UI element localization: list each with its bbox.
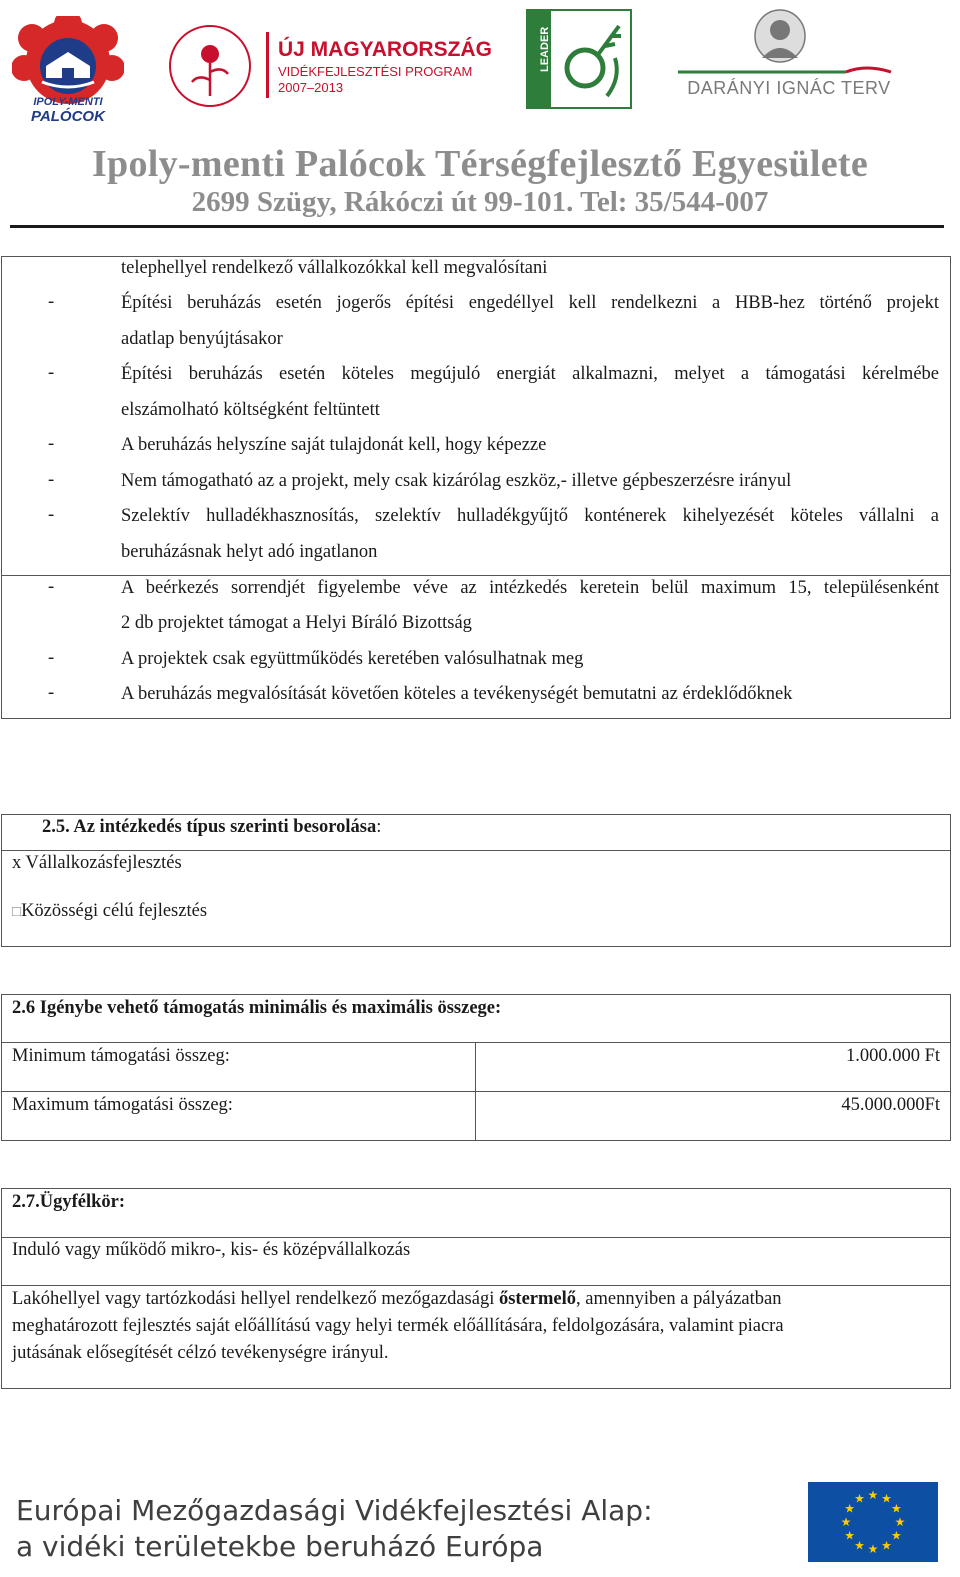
- condition-item-line: A beruházás megvalósítását követően köteles a tevékenységét bemutatni az érdeklődőknek: [121, 684, 793, 704]
- ujm-subtitle: VIDÉKFEJLESZTÉSI PROGRAM: [278, 64, 473, 79]
- bullet-dash: -: [48, 648, 55, 668]
- client-scope-divider: [1, 1237, 951, 1238]
- section-2-6-title: 2.6 Igénybe vehető támogatás minimális és maximális összege:: [12, 998, 502, 1018]
- condition-item-line: A projektek csak együttműködés keretében valósulhatnak meg: [121, 649, 584, 669]
- maximum-amount-label: Maximum támogatási összeg:: [12, 1095, 233, 1115]
- bullet-dash: -: [48, 292, 55, 312]
- ujm-title: ÚJ MAGYARORSZÁG: [278, 38, 492, 61]
- eu-star-icon: ★: [854, 1538, 865, 1553]
- client-scope-producer-line1: [12, 1288, 781, 1310]
- checkbox-empty: □: [12, 904, 22, 920]
- organization-name: Ipoly-menti Palócok Térségfejlesztő Egyesülete: [91, 143, 869, 185]
- eu-star-icon: ★: [891, 1501, 902, 1516]
- footer-line1: Európai Mezőgazdasági Vidékfejlesztési Alap:: [16, 1494, 653, 1527]
- daranyi-ignac-terv-logo: [676, 8, 902, 108]
- condition-item-line: Nem támogatható az a projekt, mely csak kizárólag eszköz,- illetve gépbeszerzésre irányul: [121, 471, 792, 491]
- client-scope-producer-post: , amennyiben a pályázatban: [576, 1289, 782, 1309]
- condition-item-line: 2 db projektet támogat a Helyi Bíráló Bizottság: [121, 613, 472, 633]
- minimum-amount-label: Minimum támogatási összeg:: [12, 1046, 230, 1066]
- option-kozossegi-celu: [12, 900, 207, 923]
- section-2-5-number: 2.5.: [42, 817, 70, 837]
- ipoly-menti-palocok-logo: [12, 16, 124, 128]
- condition-item-line: Szelektív hulladékhasznosítás, szelektív hulladékgyűjtő konténerek kihelyezését köteles vállalni a: [121, 506, 939, 526]
- condition-item-line: beruházásnak helyt adó ingatlanon: [121, 542, 378, 562]
- condition-item-line: elszámolható költségként feltüntett: [121, 400, 380, 420]
- option-kozossegi-label: Közösségi célú fejlesztés: [21, 901, 208, 921]
- client-scope-enterprises: Induló vagy működő mikro-, kis- és középvállalkozás: [12, 1240, 411, 1260]
- minimum-amount-value: 1.000.000 Ft: [845, 1046, 940, 1066]
- bullet-dash: -: [48, 363, 55, 383]
- condition-item-line: adatlap benyújtásakor: [121, 329, 283, 349]
- condition-item-line: Építési beruházás esetén jogerős építési engedéllyel kell rendelkezni a HBB-hez történő projekt: [121, 293, 939, 313]
- bullet-dash: -: [48, 577, 55, 597]
- eu-star-icon: ★: [881, 1491, 892, 1506]
- organization-address: 2699 Szügy, Rákóczi út 99-101. Tel: 35/544-007: [191, 186, 769, 218]
- uj-magyarorszag-logo: [160, 22, 492, 110]
- eu-star-icon: ★: [844, 1528, 855, 1543]
- client-scope-divider: [1, 1285, 951, 1286]
- continuation-line: telephellyel rendelkező vállalkozókkal kell megvalósítani: [121, 258, 548, 278]
- palocok-logo-line2: PALÓCOK: [31, 108, 105, 125]
- eu-flag-icon: [808, 1482, 938, 1562]
- eu-star-icon: ★: [891, 1528, 902, 1543]
- support-amount-divider: [1, 1042, 951, 1043]
- bullet-dash: -: [48, 434, 55, 454]
- condition-item-line: A beruházás helyszíne saját tulajdonát kell, hogy képezze: [121, 435, 547, 455]
- eu-star-icon: ★: [881, 1538, 892, 1553]
- support-amount-column-divider: [475, 1042, 476, 1141]
- section-2-5-title-text: Az intézkedés típus szerinti besorolása: [69, 817, 377, 837]
- client-scope-producer-bold: őstermelő: [498, 1289, 577, 1309]
- eu-star-icon: ★: [844, 1501, 855, 1516]
- ujm-divider: [266, 32, 269, 98]
- conditions-divider: [1, 575, 951, 576]
- ujm-years: 2007–2013: [278, 80, 344, 95]
- bullet-dash: -: [48, 470, 55, 490]
- leader-logo: [525, 8, 633, 110]
- section-2-7-title: 2.7.Ügyfélkör:: [12, 1192, 126, 1212]
- eu-star-icon: ★: [854, 1491, 865, 1506]
- footer-line2: a vidéki területekbe beruházó Európa: [16, 1530, 544, 1563]
- eu-star-icon: ★: [840, 1515, 852, 1529]
- bullet-dash: -: [48, 683, 55, 703]
- palocok-logo-line1: IPOLY-MENTI: [33, 96, 103, 108]
- client-scope-producer-line3: jutásának elősegítését célzó tevékenységre irányul.: [12, 1343, 389, 1363]
- maximum-amount-value: 45.000.000Ft: [841, 1095, 940, 1115]
- condition-item-line: A beérkezés sorrendjét figyelembe véve az intézkedés keretein belül maximum 15, településenként: [121, 578, 939, 598]
- classification-divider: [1, 850, 951, 851]
- client-scope-producer-pre: Lakóhellyel vagy tartózkodási hellyel rendelkező mezőgazdasági: [12, 1289, 499, 1309]
- eu-star-icon: ★: [867, 1542, 879, 1556]
- eu-star-icon: ★: [867, 1488, 879, 1502]
- client-scope-producer-line2: meghatározott fejlesztés saját előállítású vagy helyi termék előállítására, feldolgozására, valamint piacra: [12, 1316, 784, 1336]
- option-vallalkozasfejlesztes: x Vállalkozásfejlesztés: [12, 853, 182, 873]
- eu-star-icon: ★: [894, 1515, 906, 1529]
- daranyi-text: DARÁNYI IGNÁC TERV: [687, 78, 891, 98]
- bullet-dash: -: [48, 505, 55, 525]
- section-2-5-colon: :: [376, 817, 382, 837]
- header-rule: [10, 225, 944, 228]
- support-amount-divider: [1, 1091, 951, 1092]
- condition-item-line: Építési beruházás esetén köteles megújuló energiát alkalmazni, melyet a támogatási kérelmébe: [121, 364, 939, 384]
- section-2-5-title: [42, 816, 381, 838]
- leader-text: LEADER: [539, 26, 551, 72]
